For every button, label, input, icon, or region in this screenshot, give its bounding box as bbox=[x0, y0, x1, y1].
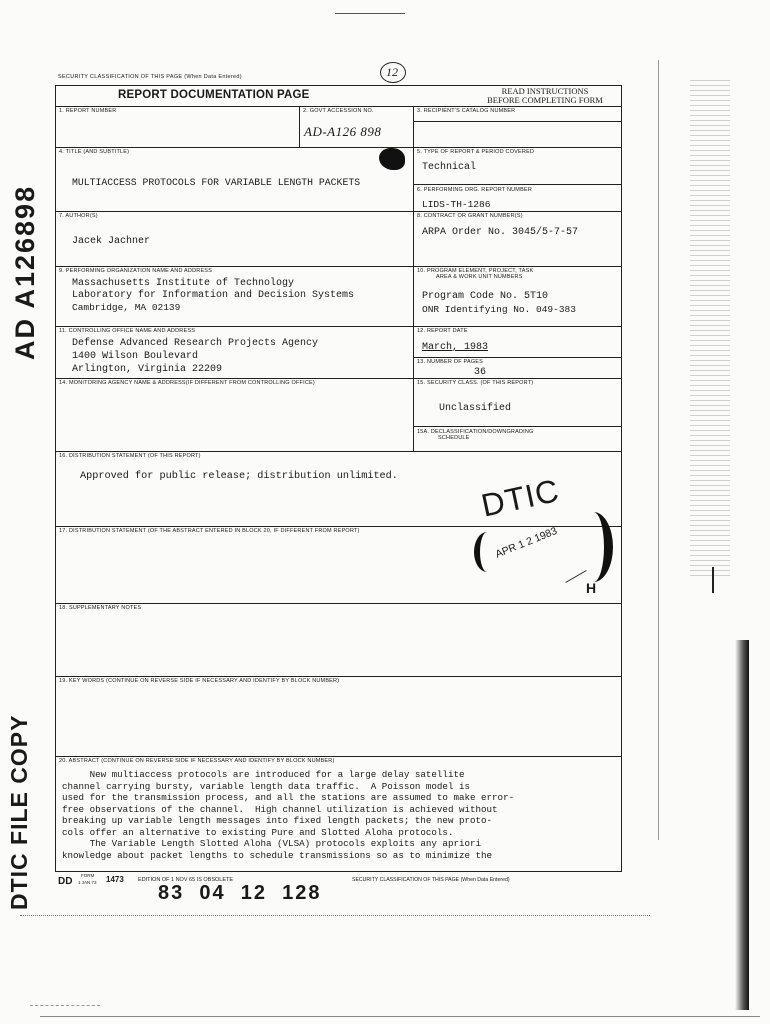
stamp-letter: H bbox=[586, 580, 597, 596]
abstract-line: channel carrying bursty, variable length data traffic. A Poisson model is bbox=[62, 780, 470, 792]
footer-dd: DD bbox=[58, 876, 73, 887]
performing-org-line-2: Laboratory for Information and Decision Systems bbox=[72, 290, 355, 301]
report-date-value: March, 1983 bbox=[422, 342, 489, 353]
contract-value: ARPA Order No. 3045/5-7-57 bbox=[422, 227, 579, 238]
abstract-label: 20. ABSTRACT (CONTINUE ON REVERSE SIDE IF NECESSARY AND IDENTIFY BY BLOCK NUMBER) bbox=[59, 758, 335, 764]
report-number-label: 1. REPORT NUMBER bbox=[59, 108, 117, 114]
right-edge-scan-artifact bbox=[658, 60, 659, 840]
footer-date: 1 JAN 73 bbox=[78, 880, 97, 885]
performing-org-line-1: Massachusetts Institute of Technology bbox=[72, 278, 295, 289]
handwritten-circled-number: 12 bbox=[380, 62, 406, 83]
contract-label: 8. CONTRACT OR GRANT NUMBER(S) bbox=[417, 213, 523, 219]
instructions-line2: BEFORE COMPLETING FORM bbox=[487, 95, 603, 105]
report-date-label: 12. REPORT DATE bbox=[417, 328, 468, 334]
footer-form: FORM bbox=[81, 873, 95, 878]
title-value: MULTIACCESS PROTOCOLS FOR VARIABLE LENGTH PACKETS bbox=[72, 177, 361, 188]
program-element-line-2: ONR Identifying No. 049-383 bbox=[422, 304, 576, 315]
performing-org-line-3: Cambridge, MA 02139 bbox=[72, 302, 181, 313]
author-label: 7. AUTHOR(S) bbox=[59, 213, 98, 219]
top-rule bbox=[335, 13, 405, 14]
author-value: Jacek Jachner bbox=[72, 236, 151, 247]
stamp-arc-right bbox=[574, 512, 613, 582]
controlling-office-label: 11. CONTROLLING OFFICE NAME AND ADDRESS bbox=[59, 328, 196, 334]
footer-number: 1473 bbox=[106, 875, 124, 884]
controlling-office-line-3: Arlington, Virginia 22209 bbox=[72, 364, 223, 375]
title-label: 4. TITLE (AND SUBTITLE) bbox=[59, 149, 130, 155]
stamp-date: APR 1 2 1983 bbox=[493, 524, 559, 561]
controlling-office-line-1: Defense Advanced Research Projects Agency bbox=[72, 338, 319, 349]
security-class-label: 15. SECURITY CLASS. (OF THIS REPORT) bbox=[417, 380, 534, 386]
controlling-office-line-2: 1400 Wilson Boulevard bbox=[72, 351, 199, 362]
govt-accession-handwritten: AD-A126 898 bbox=[304, 124, 382, 139]
recipient-catalog-label: 3. RECIPIENT'S CATALOG NUMBER bbox=[417, 108, 516, 114]
abstract-text bbox=[62, 769, 620, 861]
monitoring-agency-label: 14. MONITORING AGENCY NAME & ADDRESS(IF DIFFERENT FROM CONTROLLING OFFICE) bbox=[59, 380, 315, 386]
footer-edition: EDITION OF 1 NOV 65 IS OBSOLETE bbox=[138, 877, 234, 883]
num-pages-value: 36 bbox=[474, 367, 487, 378]
key-words-label: 19. KEY WORDS (CONTINUE ON REVERSE SIDE IF NECESSARY AND IDENTIFY BY BLOCK NUMBER) bbox=[59, 678, 340, 684]
stamp-arc-left bbox=[474, 532, 500, 572]
abstract-line: knowledge about packet lengths to schedule transmissions so as to minimize the bbox=[62, 849, 493, 861]
security-class-value: Unclassified bbox=[439, 403, 512, 414]
declassification-label-2: SCHEDULE bbox=[438, 435, 470, 441]
report-documentation-form bbox=[55, 85, 622, 872]
footer-security: SECURITY CLASSIFICATION OF THIS PAGE (When Data Entered) bbox=[352, 877, 510, 883]
bottom-stamped-number: 83 04 12 128 bbox=[158, 882, 322, 904]
bottom-left-scan-mark bbox=[30, 1005, 100, 1006]
program-element-line-1: Program Code No. 5T10 bbox=[422, 291, 549, 302]
govt-accession-label: 2. GOVT ACCESSION NO. bbox=[303, 108, 374, 114]
performing-org-report-label: 6. PERFORMING ORG. REPORT NUMBER bbox=[417, 187, 532, 193]
bottom-scan-line bbox=[40, 1016, 760, 1017]
report-type-value: Technical bbox=[422, 162, 477, 173]
right-edge-shadow bbox=[735, 640, 749, 1010]
abstract-line: breaking up variable length messages into fixed length packets; the new proto- bbox=[62, 815, 493, 826]
dtic-stamp: DTIC APR 1 2 1983 H bbox=[474, 484, 614, 604]
abstract-line: cols offer an alternative to existing Pure and Slotted Aloha protocols. bbox=[62, 826, 454, 838]
top-note: SECURITY CLASSIFICATION OF THIS PAGE (When Data Entered) bbox=[58, 74, 242, 80]
abstract-line: free observations of the channel. High channel utilization is achieved without bbox=[62, 803, 498, 815]
bottom-dotted-rule bbox=[20, 915, 650, 916]
abstract-line: The Variable Length Slotted Aloha (VLSA) protocols exploits any apriori bbox=[62, 838, 482, 849]
right-mark bbox=[712, 567, 714, 593]
supplementary-notes-label: 18. SUPPLEMENTARY NOTES bbox=[59, 605, 142, 611]
num-pages-label: 13. NUMBER OF PAGES bbox=[417, 359, 484, 365]
distribution-statement-label: 16. DISTRIBUTION STATEMENT (OF THIS REPORT) bbox=[59, 453, 201, 459]
distribution-statement-value: Approved for public release; distribution unlimited. bbox=[80, 471, 398, 482]
program-element-label-2: AREA & WORK UNIT NUMBERS bbox=[436, 274, 523, 280]
performing-org-label: 9. PERFORMING ORGANIZATION NAME AND ADDRESS bbox=[59, 268, 213, 274]
program-element-label-1: 10. PROGRAM ELEMENT, PROJECT, TASK bbox=[417, 268, 534, 274]
distribution-abstract-label: 17. DISTRIBUTION STATEMENT (OF THE ABSTRACT ENTERED IN BLOCK 20, IF DIFFERENT FROM REPORT) bbox=[59, 528, 360, 534]
form-title: REPORT DOCUMENTATION PAGE bbox=[118, 89, 310, 101]
instructions-line1: READ INSTRUCTIONS bbox=[501, 86, 589, 96]
ink-blot bbox=[379, 148, 405, 170]
abstract-line: used for the transmission process, and all the stations are assumed to make error- bbox=[62, 792, 515, 803]
report-type-label: 5. TYPE OF REPORT & PERIOD COVERED bbox=[417, 149, 535, 155]
declassification-label-1: 15A. DECLASSIFICATION/DOWNGRADING bbox=[417, 429, 534, 435]
right-edge-noise bbox=[690, 80, 730, 580]
performing-org-report-value: LIDS-TH-1286 bbox=[422, 199, 491, 210]
abstract-line: New multiaccess protocols are introduced for a large delay satellite bbox=[62, 769, 465, 780]
